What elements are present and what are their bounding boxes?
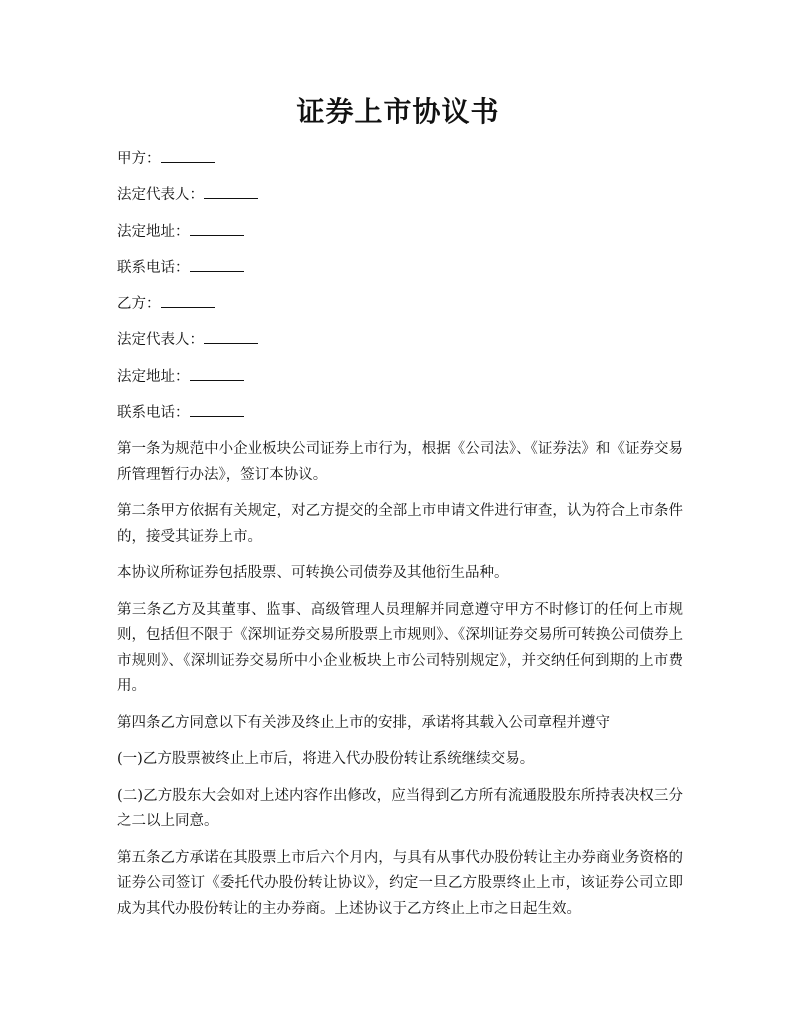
- party-b-name-field: [117, 292, 683, 316]
- party-b-phone-label: 联系电话：: [117, 405, 190, 422]
- party-a-name-blank: [161, 148, 215, 163]
- party-a-name-label: 甲方：: [117, 151, 161, 167]
- party-b-address-label: 法定地址：: [117, 368, 190, 385]
- party-a-address-blank: [190, 221, 244, 236]
- party-a-phone-field: [117, 256, 683, 280]
- party-a-rep-field: [117, 183, 683, 207]
- party-b-phone-blank: [190, 402, 244, 417]
- document-body: [117, 147, 683, 933]
- party-a-phone-label: 联系电话：: [117, 259, 190, 276]
- party-a-rep-blank: [204, 184, 258, 199]
- party-b-name-blank: [161, 293, 215, 308]
- party-b-rep-field: [117, 328, 683, 352]
- party-b-rep-label: 法定代表人：: [117, 332, 204, 349]
- party-b-phone-field: [117, 401, 683, 425]
- article-4-item-2: (二)乙方股东大会如对上述内容作出修改，应当得到乙方所有流通股股东所持表决权三分之二以上同意。: [117, 787, 683, 830]
- party-b-address-blank: [190, 366, 244, 381]
- party-b-rep-blank: [204, 329, 258, 344]
- article-1-paragraph: 第一条为规范中小企业板块公司证券上市行为，根据《公司法》、《证券法》和《证券交易所管理暂行办法》，签订本协议。: [117, 441, 683, 483]
- document-title: 证券上市协议书: [296, 95, 500, 128]
- party-a-phone-blank: [190, 257, 244, 272]
- party-b-address-field: [117, 365, 683, 389]
- article-2-paragraph: 第二条甲方依据有关规定，对乙方提交的全部上市申请文件进行审查，认为符合上市条件的，接受其证券上市。: [117, 503, 683, 545]
- party-b-name-label: 乙方：: [117, 296, 161, 313]
- article-5-paragraph: 第五条乙方承诺在其股票上市后六个月内，与具有从事代办股份转让主办券商业务资格的证券公司签订《委托代办股份转让协议》，约定一旦乙方股票终止上市，该证券公司立即成为其代办股份转让的主办券商。上述协议于乙方终止上市之日起生效。: [117, 849, 683, 917]
- article-3-paragraph: 第三条乙方及其董事、监事、高级管理人员理解并同意遵守甲方不时修订的任何上市规则，包括但不限于《深圳证券交易所股票上市规则》、《深圳证券交易所可转换公司债券上市规则》、《深圳证券交易所中小企业板块上市公司特别规定》，并交纳任何到期的上市费用。: [117, 601, 683, 695]
- article-4-item-1: (一)乙方股票被终止上市后，将进入代办股份转让系统继续交易。: [117, 751, 535, 768]
- party-a-name-field: [117, 147, 683, 171]
- securities-definition-paragraph: 本协议所称证券包括股票、可转换公司债券及其他衍生品种。: [117, 565, 509, 582]
- article-4-paragraph: 第四条乙方同意以下有关涉及终止上市的安排，承诺将其载入公司章程并遵守: [117, 714, 610, 731]
- party-a-rep-label: 法定代表人：: [117, 187, 204, 204]
- party-a-address-label: 法定地址：: [117, 223, 190, 240]
- party-a-address-field: [117, 220, 683, 244]
